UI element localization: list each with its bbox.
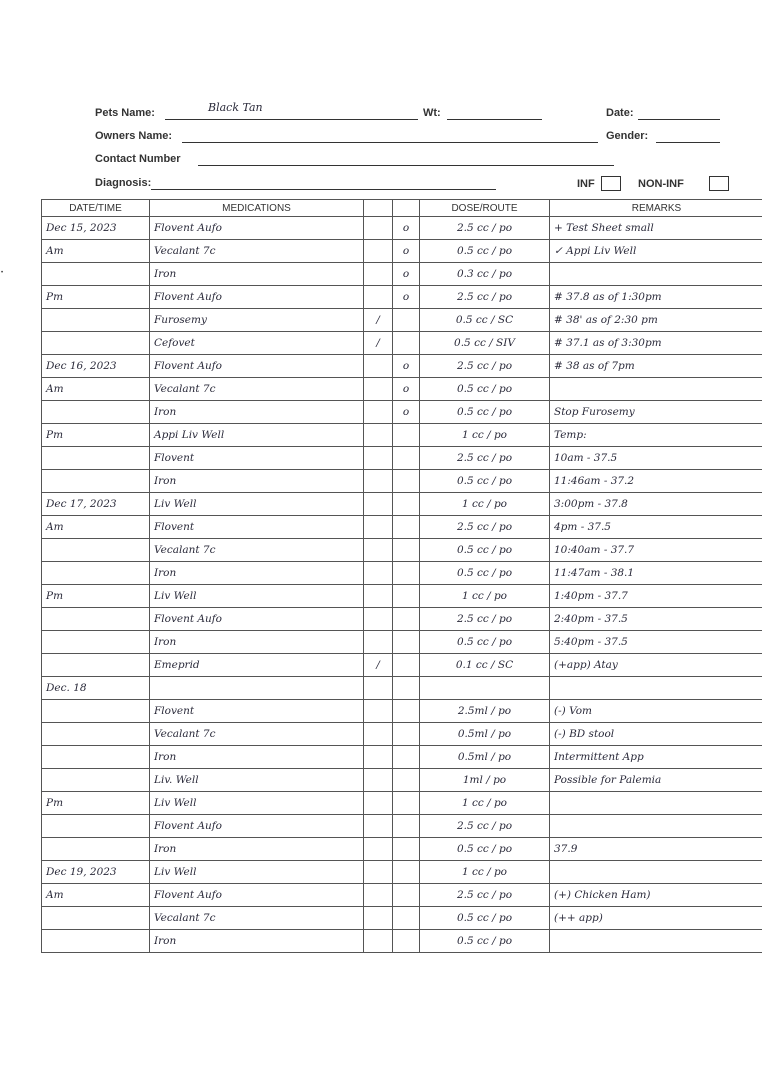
row-remark: (-) Vom <box>550 700 762 723</box>
row-mark: o <box>393 240 420 263</box>
row-check <box>364 815 393 838</box>
row-check: / <box>364 654 393 677</box>
row-remark: 1:40pm - 37.7 <box>550 585 762 608</box>
table-row <box>42 516 762 539</box>
row-medication: Vecalant 7c <box>150 240 364 263</box>
row-date <box>42 700 150 723</box>
row-remark: # 38' as of 2:30 pm <box>550 309 762 332</box>
row-date <box>42 769 150 792</box>
row-remark: 11:47am - 38.1 <box>550 562 762 585</box>
date-label: Date: <box>606 107 634 119</box>
row-date <box>42 539 150 562</box>
row-mark <box>393 677 420 700</box>
row-medication: Vecalant 7c <box>150 723 364 746</box>
table-row <box>42 493 762 516</box>
row-mark <box>393 792 420 815</box>
row-remark: (++ app) <box>550 907 762 930</box>
row-check <box>364 677 393 700</box>
row-dose-route: 2.5 cc / po <box>420 815 550 838</box>
row-dose-route: 2.5 cc / po <box>420 884 550 907</box>
table-row <box>42 608 762 631</box>
margin-mark-icon: • <box>1 270 4 276</box>
row-date <box>42 401 150 424</box>
table-row <box>42 861 762 884</box>
table-row <box>42 930 762 953</box>
row-dose-route: 2.5 cc / po <box>420 608 550 631</box>
row-date <box>42 631 150 654</box>
row-remark: ✓ Appi Liv Well <box>550 240 762 263</box>
row-remark: (+app) Atay <box>550 654 762 677</box>
row-mark <box>393 493 420 516</box>
row-mark: o <box>393 355 420 378</box>
row-remark: Intermittent App <box>550 746 762 769</box>
row-medication: Iron <box>150 930 364 953</box>
row-check <box>364 723 393 746</box>
row-dose-route: 1 cc / po <box>420 861 550 884</box>
table-row <box>42 378 762 401</box>
row-mark <box>393 631 420 654</box>
row-remark: Stop Furosemy <box>550 401 762 424</box>
row-mark <box>393 608 420 631</box>
row-medication: Flovent <box>150 516 364 539</box>
row-date: Am <box>42 240 150 263</box>
owners-name-line <box>182 142 598 143</box>
row-dose-route: 0.5 cc / po <box>420 930 550 953</box>
table-row <box>42 286 762 309</box>
table-row <box>42 263 762 286</box>
row-medication: Iron <box>150 401 364 424</box>
row-check <box>364 861 393 884</box>
row-mark: o <box>393 263 420 286</box>
row-dose-route <box>420 677 550 700</box>
table-row <box>42 907 762 930</box>
row-medication: Vecalant 7c <box>150 539 364 562</box>
row-mark <box>393 309 420 332</box>
row-medication: Vecalant 7c <box>150 907 364 930</box>
column-header-remarks: REMARKS <box>550 200 762 217</box>
row-medication: Iron <box>150 631 364 654</box>
row-mark <box>393 769 420 792</box>
row-check <box>364 263 393 286</box>
gender-label: Gender: <box>606 130 649 142</box>
row-check <box>364 792 393 815</box>
row-dose-route: 1ml / po <box>420 769 550 792</box>
row-dose-route: 0.5 cc / po <box>420 907 550 930</box>
row-mark <box>393 516 420 539</box>
diagnosis-label: Diagnosis: <box>95 177 152 189</box>
row-check <box>364 516 393 539</box>
row-medication: Flovent <box>150 700 364 723</box>
row-dose-route: 0.3 cc / po <box>420 263 550 286</box>
table-row <box>42 677 762 700</box>
row-medication: Iron <box>150 746 364 769</box>
row-dose-route: 0.5 cc / po <box>420 562 550 585</box>
row-medication: Liv Well <box>150 792 364 815</box>
row-remark: (+) Chicken Ham) <box>550 884 762 907</box>
row-check <box>364 493 393 516</box>
column-header-datetime: DATE/TIME <box>42 200 150 217</box>
row-dose-route: 0.5ml / po <box>420 723 550 746</box>
row-date <box>42 562 150 585</box>
row-medication: Emeprid <box>150 654 364 677</box>
row-date: Dec 17, 2023 <box>42 493 150 516</box>
row-check <box>364 240 393 263</box>
row-date: Pm <box>42 424 150 447</box>
table-row <box>42 217 762 240</box>
row-check: / <box>364 332 393 355</box>
diagnosis-line <box>151 189 496 190</box>
row-remark: 10am - 37.5 <box>550 447 762 470</box>
row-remark: 11:46am - 37.2 <box>550 470 762 493</box>
row-date: Am <box>42 378 150 401</box>
row-date <box>42 654 150 677</box>
row-mark: o <box>393 217 420 240</box>
row-check <box>364 608 393 631</box>
row-date <box>42 815 150 838</box>
row-mark <box>393 424 420 447</box>
row-dose-route: 0.5 cc / SC <box>420 309 550 332</box>
row-medication: Flovent <box>150 447 364 470</box>
row-date <box>42 470 150 493</box>
row-remark <box>550 815 762 838</box>
column-header-medications: MEDICATIONS <box>150 200 364 217</box>
row-date: Pm <box>42 286 150 309</box>
row-medication: Appi Liv Well <box>150 424 364 447</box>
table-row <box>42 401 762 424</box>
row-remark: 5:40pm - 37.5 <box>550 631 762 654</box>
row-mark <box>393 562 420 585</box>
table-row <box>42 792 762 815</box>
column-header-check <box>364 200 393 217</box>
pets-name-label: Pets Name: <box>95 107 155 119</box>
row-remark: 2:40pm - 37.5 <box>550 608 762 631</box>
pets-name-line <box>165 119 418 120</box>
row-date <box>42 447 150 470</box>
row-check <box>364 746 393 769</box>
row-date <box>42 263 150 286</box>
row-mark: o <box>393 378 420 401</box>
row-check <box>364 470 393 493</box>
table-header-row <box>42 200 762 217</box>
row-date: Pm <box>42 585 150 608</box>
row-dose-route: 2.5 cc / po <box>420 286 550 309</box>
column-header-dose-route: DOSE/ROUTE <box>420 200 550 217</box>
row-check <box>364 930 393 953</box>
row-check <box>364 838 393 861</box>
row-date <box>42 608 150 631</box>
row-mark <box>393 930 420 953</box>
row-medication: Liv Well <box>150 493 364 516</box>
table-row <box>42 654 762 677</box>
table-row <box>42 631 762 654</box>
row-remark: # 37.8 as of 1:30pm <box>550 286 762 309</box>
row-check <box>364 355 393 378</box>
row-mark <box>393 884 420 907</box>
row-date <box>42 332 150 355</box>
row-date: Dec 15, 2023 <box>42 217 150 240</box>
row-remark <box>550 677 762 700</box>
table-row <box>42 447 762 470</box>
row-date <box>42 930 150 953</box>
row-dose-route: 1 cc / po <box>420 493 550 516</box>
row-dose-route: 2.5 cc / po <box>420 217 550 240</box>
inf-label: INF <box>577 178 595 190</box>
table-row <box>42 562 762 585</box>
table-row <box>42 539 762 562</box>
row-dose-route: 1 cc / po <box>420 585 550 608</box>
row-remark: # 37.1 as of 3:30pm <box>550 332 762 355</box>
row-dose-route: 0.5 cc / po <box>420 539 550 562</box>
row-medication: Liv Well <box>150 861 364 884</box>
date-line <box>638 119 720 120</box>
row-dose-route: 0.5 cc / po <box>420 631 550 654</box>
row-remark <box>550 792 762 815</box>
row-mark <box>393 700 420 723</box>
row-check <box>364 539 393 562</box>
row-remark: Possible for Palemia <box>550 769 762 792</box>
row-medication: Liv Well <box>150 585 364 608</box>
row-medication: Iron <box>150 263 364 286</box>
row-remark: 10:40am - 37.7 <box>550 539 762 562</box>
row-mark <box>393 723 420 746</box>
row-medication: Vecalant 7c <box>150 378 364 401</box>
row-dose-route: 0.1 cc / SC <box>420 654 550 677</box>
row-medication: Flovent Aufo <box>150 286 364 309</box>
table-row <box>42 700 762 723</box>
wt-line <box>447 119 542 120</box>
row-dose-route: 0.5 cc / SIV <box>420 332 550 355</box>
row-check <box>364 631 393 654</box>
noninf-label: NON-INF <box>638 178 684 190</box>
row-date <box>42 746 150 769</box>
row-mark <box>393 654 420 677</box>
row-date <box>42 723 150 746</box>
row-date: Am <box>42 516 150 539</box>
row-remark: + Test Sheet small <box>550 217 762 240</box>
row-dose-route: 2.5 cc / po <box>420 447 550 470</box>
medication-log-table <box>41 199 762 953</box>
row-medication: Flovent Aufo <box>150 608 364 631</box>
row-mark <box>393 332 420 355</box>
row-medication: Flovent Aufo <box>150 884 364 907</box>
row-dose-route: 0.5 cc / po <box>420 401 550 424</box>
row-dose-route: 2.5ml / po <box>420 700 550 723</box>
row-remark <box>550 861 762 884</box>
table-row <box>42 309 762 332</box>
table-row <box>42 355 762 378</box>
row-remark: 3:00pm - 37.8 <box>550 493 762 516</box>
row-remark <box>550 930 762 953</box>
row-mark: o <box>393 401 420 424</box>
row-date: Dec. 18 <box>42 677 150 700</box>
row-dose-route: 1 cc / po <box>420 424 550 447</box>
row-medication: Iron <box>150 470 364 493</box>
row-date <box>42 907 150 930</box>
row-check: / <box>364 309 393 332</box>
row-date: Dec 16, 2023 <box>42 355 150 378</box>
row-dose-route: 0.5 cc / po <box>420 470 550 493</box>
row-date: Am <box>42 884 150 907</box>
table-row <box>42 838 762 861</box>
pets-name-value: Black Tan <box>208 101 263 114</box>
row-medication: Liv. Well <box>150 769 364 792</box>
row-date: Dec 19, 2023 <box>42 861 150 884</box>
table-row <box>42 769 762 792</box>
owners-name-label: Owners Name: <box>95 130 173 142</box>
row-mark <box>393 907 420 930</box>
table-row <box>42 746 762 769</box>
row-medication: Flovent Aufo <box>150 355 364 378</box>
row-dose-route: 0.5ml / po <box>420 746 550 769</box>
row-check <box>364 884 393 907</box>
row-dose-route: 0.5 cc / po <box>420 240 550 263</box>
contact-line <box>198 165 614 166</box>
contact-label: Contact Number <box>95 153 181 165</box>
table-row <box>42 470 762 493</box>
row-dose-route: 1 cc / po <box>420 792 550 815</box>
row-mark <box>393 746 420 769</box>
row-medication: Iron <box>150 838 364 861</box>
table-row <box>42 884 762 907</box>
row-check <box>364 217 393 240</box>
inf-checkbox[interactable] <box>601 176 621 191</box>
row-mark <box>393 585 420 608</box>
row-check <box>364 378 393 401</box>
gender-line <box>656 142 720 143</box>
row-mark <box>393 861 420 884</box>
row-mark <box>393 470 420 493</box>
row-check <box>364 401 393 424</box>
noninf-checkbox[interactable] <box>709 176 729 191</box>
row-remark: (-) BD stool <box>550 723 762 746</box>
row-remark: # 38 as of 7pm <box>550 355 762 378</box>
row-check <box>364 562 393 585</box>
row-dose-route: 2.5 cc / po <box>420 516 550 539</box>
row-dose-route: 0.5 cc / po <box>420 378 550 401</box>
row-mark <box>393 815 420 838</box>
column-header-mark <box>393 200 420 217</box>
row-check <box>364 424 393 447</box>
table-row <box>42 585 762 608</box>
row-medication: Cefovet <box>150 332 364 355</box>
row-check <box>364 700 393 723</box>
row-medication: Iron <box>150 562 364 585</box>
table-body <box>42 217 762 953</box>
row-medication: Furosemy <box>150 309 364 332</box>
row-date <box>42 309 150 332</box>
row-check <box>364 907 393 930</box>
row-dose-route: 0.5 cc / po <box>420 838 550 861</box>
row-remark: 37.9 <box>550 838 762 861</box>
row-remark: 4pm - 37.5 <box>550 516 762 539</box>
row-check <box>364 769 393 792</box>
row-mark <box>393 838 420 861</box>
row-medication: Flovent Aufo <box>150 217 364 240</box>
row-medication <box>150 677 364 700</box>
row-mark <box>393 447 420 470</box>
row-mark <box>393 539 420 562</box>
row-mark: o <box>393 286 420 309</box>
wt-label: Wt: <box>423 107 441 119</box>
row-remark: Temp: <box>550 424 762 447</box>
table-row <box>42 240 762 263</box>
row-remark <box>550 378 762 401</box>
row-dose-route: 2.5 cc / po <box>420 355 550 378</box>
row-remark <box>550 263 762 286</box>
table-row <box>42 815 762 838</box>
table-row <box>42 332 762 355</box>
row-date: Pm <box>42 792 150 815</box>
row-medication: Flovent Aufo <box>150 815 364 838</box>
table-row <box>42 424 762 447</box>
table-row <box>42 723 762 746</box>
row-check <box>364 447 393 470</box>
row-check <box>364 286 393 309</box>
row-check <box>364 585 393 608</box>
row-date <box>42 838 150 861</box>
